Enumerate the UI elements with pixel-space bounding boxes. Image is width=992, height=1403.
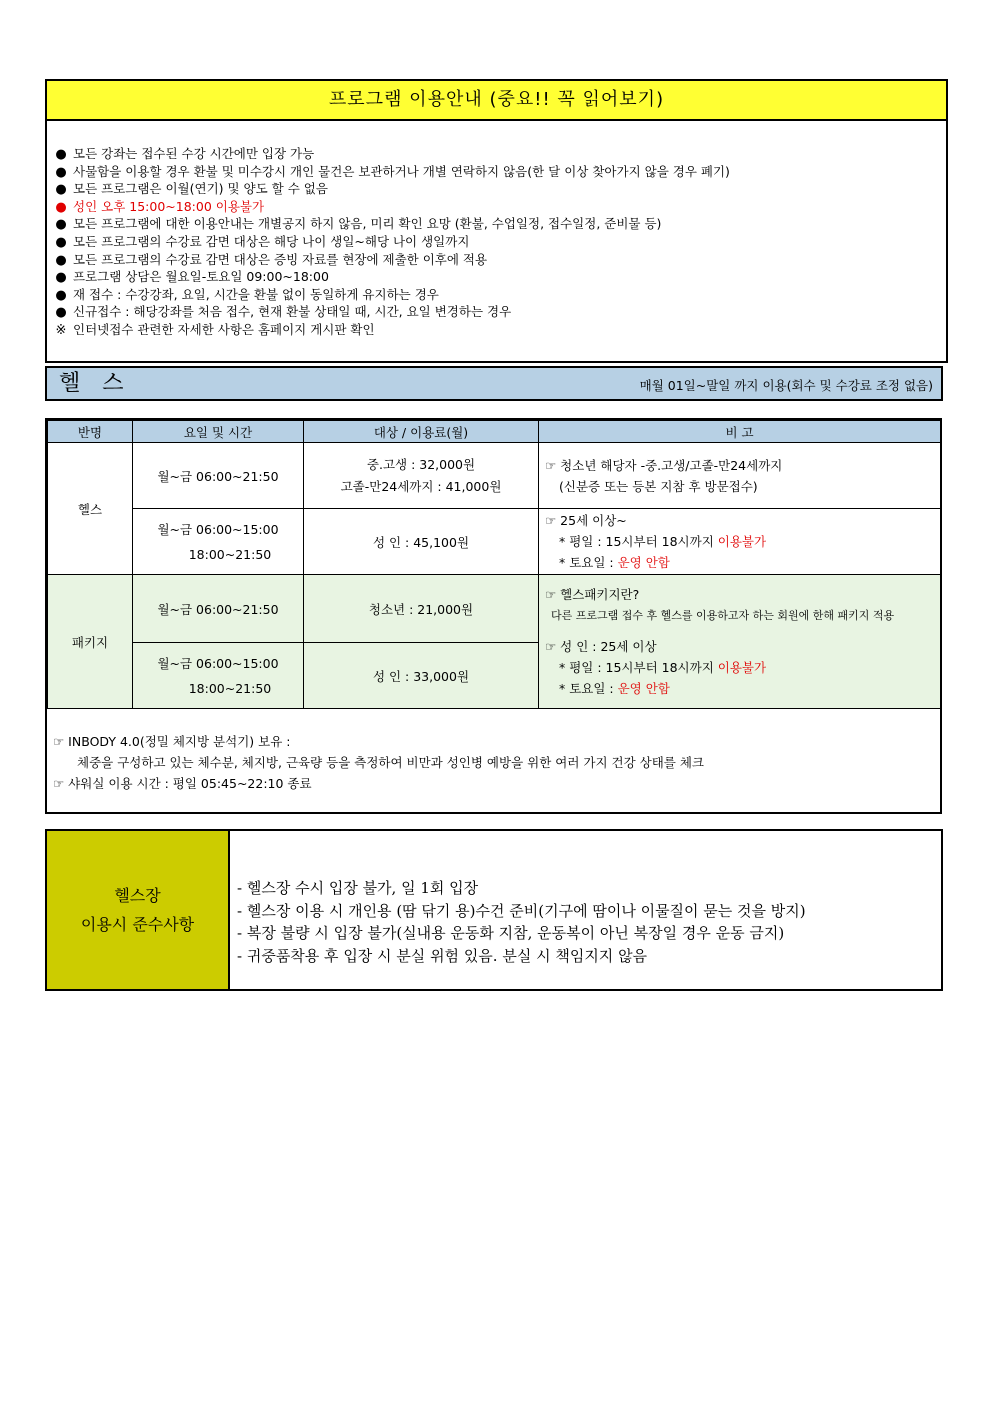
- remark-cell: ☞ 청소년 해당자 -중.고생/고졸-만24세까지 (신분증 또는 등본 지참 후 방문접수): [539, 443, 941, 509]
- time-cell: 월~금 06:00~15:00 18:00~21:50: [133, 643, 304, 709]
- notice-item-warning: ● 성인 오후 15:00~18:00 이용불가: [53, 198, 946, 216]
- notice-item: ● 재 접수 : 수강강좌, 요일, 시간을 환불 없이 동일하게 유지하는 경우: [53, 286, 946, 304]
- bullet-icon: ●: [55, 217, 67, 233]
- rules-box: [45, 829, 943, 991]
- rule-item: - 귀중품착용 후 입장 시 분실 위험 있음. 분실 시 책임지지 않음: [237, 946, 648, 965]
- notice-item: ● 모든 프로그램의 수강료 감면 대상은 해당 나이 생일~해당 나이 생일까지: [53, 233, 946, 251]
- time-cell: 월~금 06:00~15:00 18:00~21:50: [133, 509, 304, 575]
- notice-item: ● 모든 강좌는 접수된 수강 시간에만 입장 가능: [53, 145, 946, 163]
- table-row: [48, 575, 941, 643]
- unavailable-label: 이용불가: [717, 534, 767, 549]
- bullet-icon: ●: [55, 287, 67, 303]
- section-note: 매월 01일~말일 까지 이용(회수 및 수강료 조정 없음): [639, 378, 933, 393]
- rules-list: [237, 877, 806, 967]
- inbody-note: ☞ INBODY 4.0(정밀 체지방 분석기) 보유 :: [53, 734, 291, 749]
- notice-item: ● 프로그램 상담은 월요일-토요일 09:00~18:00: [53, 268, 946, 286]
- class-name-health: 헬스: [48, 443, 133, 575]
- table-row: [48, 443, 941, 509]
- fee-table: [47, 420, 941, 709]
- table-header-row: [48, 421, 941, 443]
- column-header: 요일 및 시간: [133, 421, 304, 443]
- rule-item: - 헬스장 수시 입장 불가, 일 1회 입장: [237, 879, 479, 897]
- rules-label: 헬스장 이용시 준수사항: [47, 831, 230, 989]
- rule-item: - 복장 불량 시 입장 불가(실내용 운동화 지참, 운동복이 아닌 복장일 경우 운동 금지): [237, 924, 785, 942]
- table-row: [48, 509, 941, 575]
- bullet-icon: ●: [55, 234, 67, 250]
- time-cell: 월~금 06:00~21:50: [133, 443, 304, 509]
- bullet-icon: ●: [55, 164, 67, 180]
- notice-item: ● 모든 프로그램에 대한 이용안내는 개별공지 하지 않음, 미리 확인 요망 (환불, 수업일정, 접수일정, 준비물 등): [53, 215, 946, 233]
- bullet-icon: ●: [55, 199, 67, 215]
- shower-note: ☞ 샤워실 이용 시간 : 평일 05:45~22:10 종료: [53, 776, 312, 791]
- facility-notes: [53, 731, 704, 794]
- column-header: 대상 / 이용료(월): [304, 421, 539, 443]
- notice-item: ● 신규접수 : 해당강좌를 처음 접수, 현재 환불 상태일 때, 시간, 요일 변경하는 경우: [53, 303, 946, 321]
- notice-item: ● 사물함을 이용할 경우 환불 및 미수강시 개인 물건은 보관하거나 개별 연락하지 않음(한 달 이상 찾아가지 않을 경우 폐기): [53, 163, 946, 181]
- unavailable-label: 이용불가: [717, 660, 767, 675]
- time-cell: 월~금 06:00~21:50: [133, 575, 304, 643]
- notice-item: ● 모든 프로그램의 수강료 감면 대상은 증빙 자료를 현장에 제출한 이후에 적용: [53, 251, 946, 269]
- closed-label: 운영 안함: [617, 681, 670, 696]
- fee-cell: 성 인 : 45,100원: [304, 509, 539, 575]
- closed-label: 운영 안함: [617, 555, 670, 570]
- fee-cell: 중.고생 : 32,000원 고졸-만24세까지 : 41,000원: [304, 443, 539, 509]
- inbody-description: 체중을 구성하고 있는 체수분, 체지방, 근육량 등을 측정하여 비만과 성인병 예방을 위한 여러 가지 건강 상태를 체크: [77, 755, 704, 770]
- section-title: 헬스: [59, 371, 146, 396]
- fee-table-box: [45, 418, 942, 814]
- notice-footnote: ※ 인터넷접수 관련한 자세한 사항은 홈페이지 게시판 확인: [53, 321, 946, 339]
- notice-item: ● 모든 프로그램은 이월(연기) 및 양도 할 수 없음: [53, 180, 946, 198]
- class-name-package: 패키지: [48, 575, 133, 709]
- notice-title: 프로그램 이용안내 (중요!! 꼭 읽어보기): [47, 81, 946, 121]
- column-header: 반명: [48, 421, 133, 443]
- bullet-icon: ●: [55, 305, 67, 321]
- notice-box: [45, 79, 948, 363]
- remark-cell: ☞ 25세 이상~ * 평일 : 15시부터 18시까지 이용불가 * 토요일 : 운영 안함: [539, 509, 941, 575]
- bullet-icon: ●: [55, 147, 67, 162]
- health-header: [45, 366, 943, 401]
- column-header: 비 고: [539, 421, 941, 443]
- reference-mark-icon: ※: [55, 322, 67, 338]
- fee-cell: 청소년 : 21,000원: [304, 575, 539, 643]
- remark-cell: ☞ 헬스패키지란? 다른 프로그램 접수 후 헬스를 이용하고자 하는 회원에 한해 패키지 적용 ☞ 성 인 : 25세 이상 * 평일 : 15시부터 18시까지 이용불가 * 토요일 : 운영 안함: [539, 575, 941, 709]
- notice-list: [47, 121, 946, 339]
- bullet-icon: ●: [55, 270, 67, 286]
- fee-cell: 성 인 : 33,000원: [304, 643, 539, 709]
- rule-item: - 헬스장 이용 시 개인용 (땀 닦기 용)수건 준비(기구에 땀이나 이물질이 묻는 것을 방지): [237, 901, 806, 920]
- bullet-icon: ●: [55, 252, 67, 268]
- bullet-icon: ●: [55, 182, 67, 198]
